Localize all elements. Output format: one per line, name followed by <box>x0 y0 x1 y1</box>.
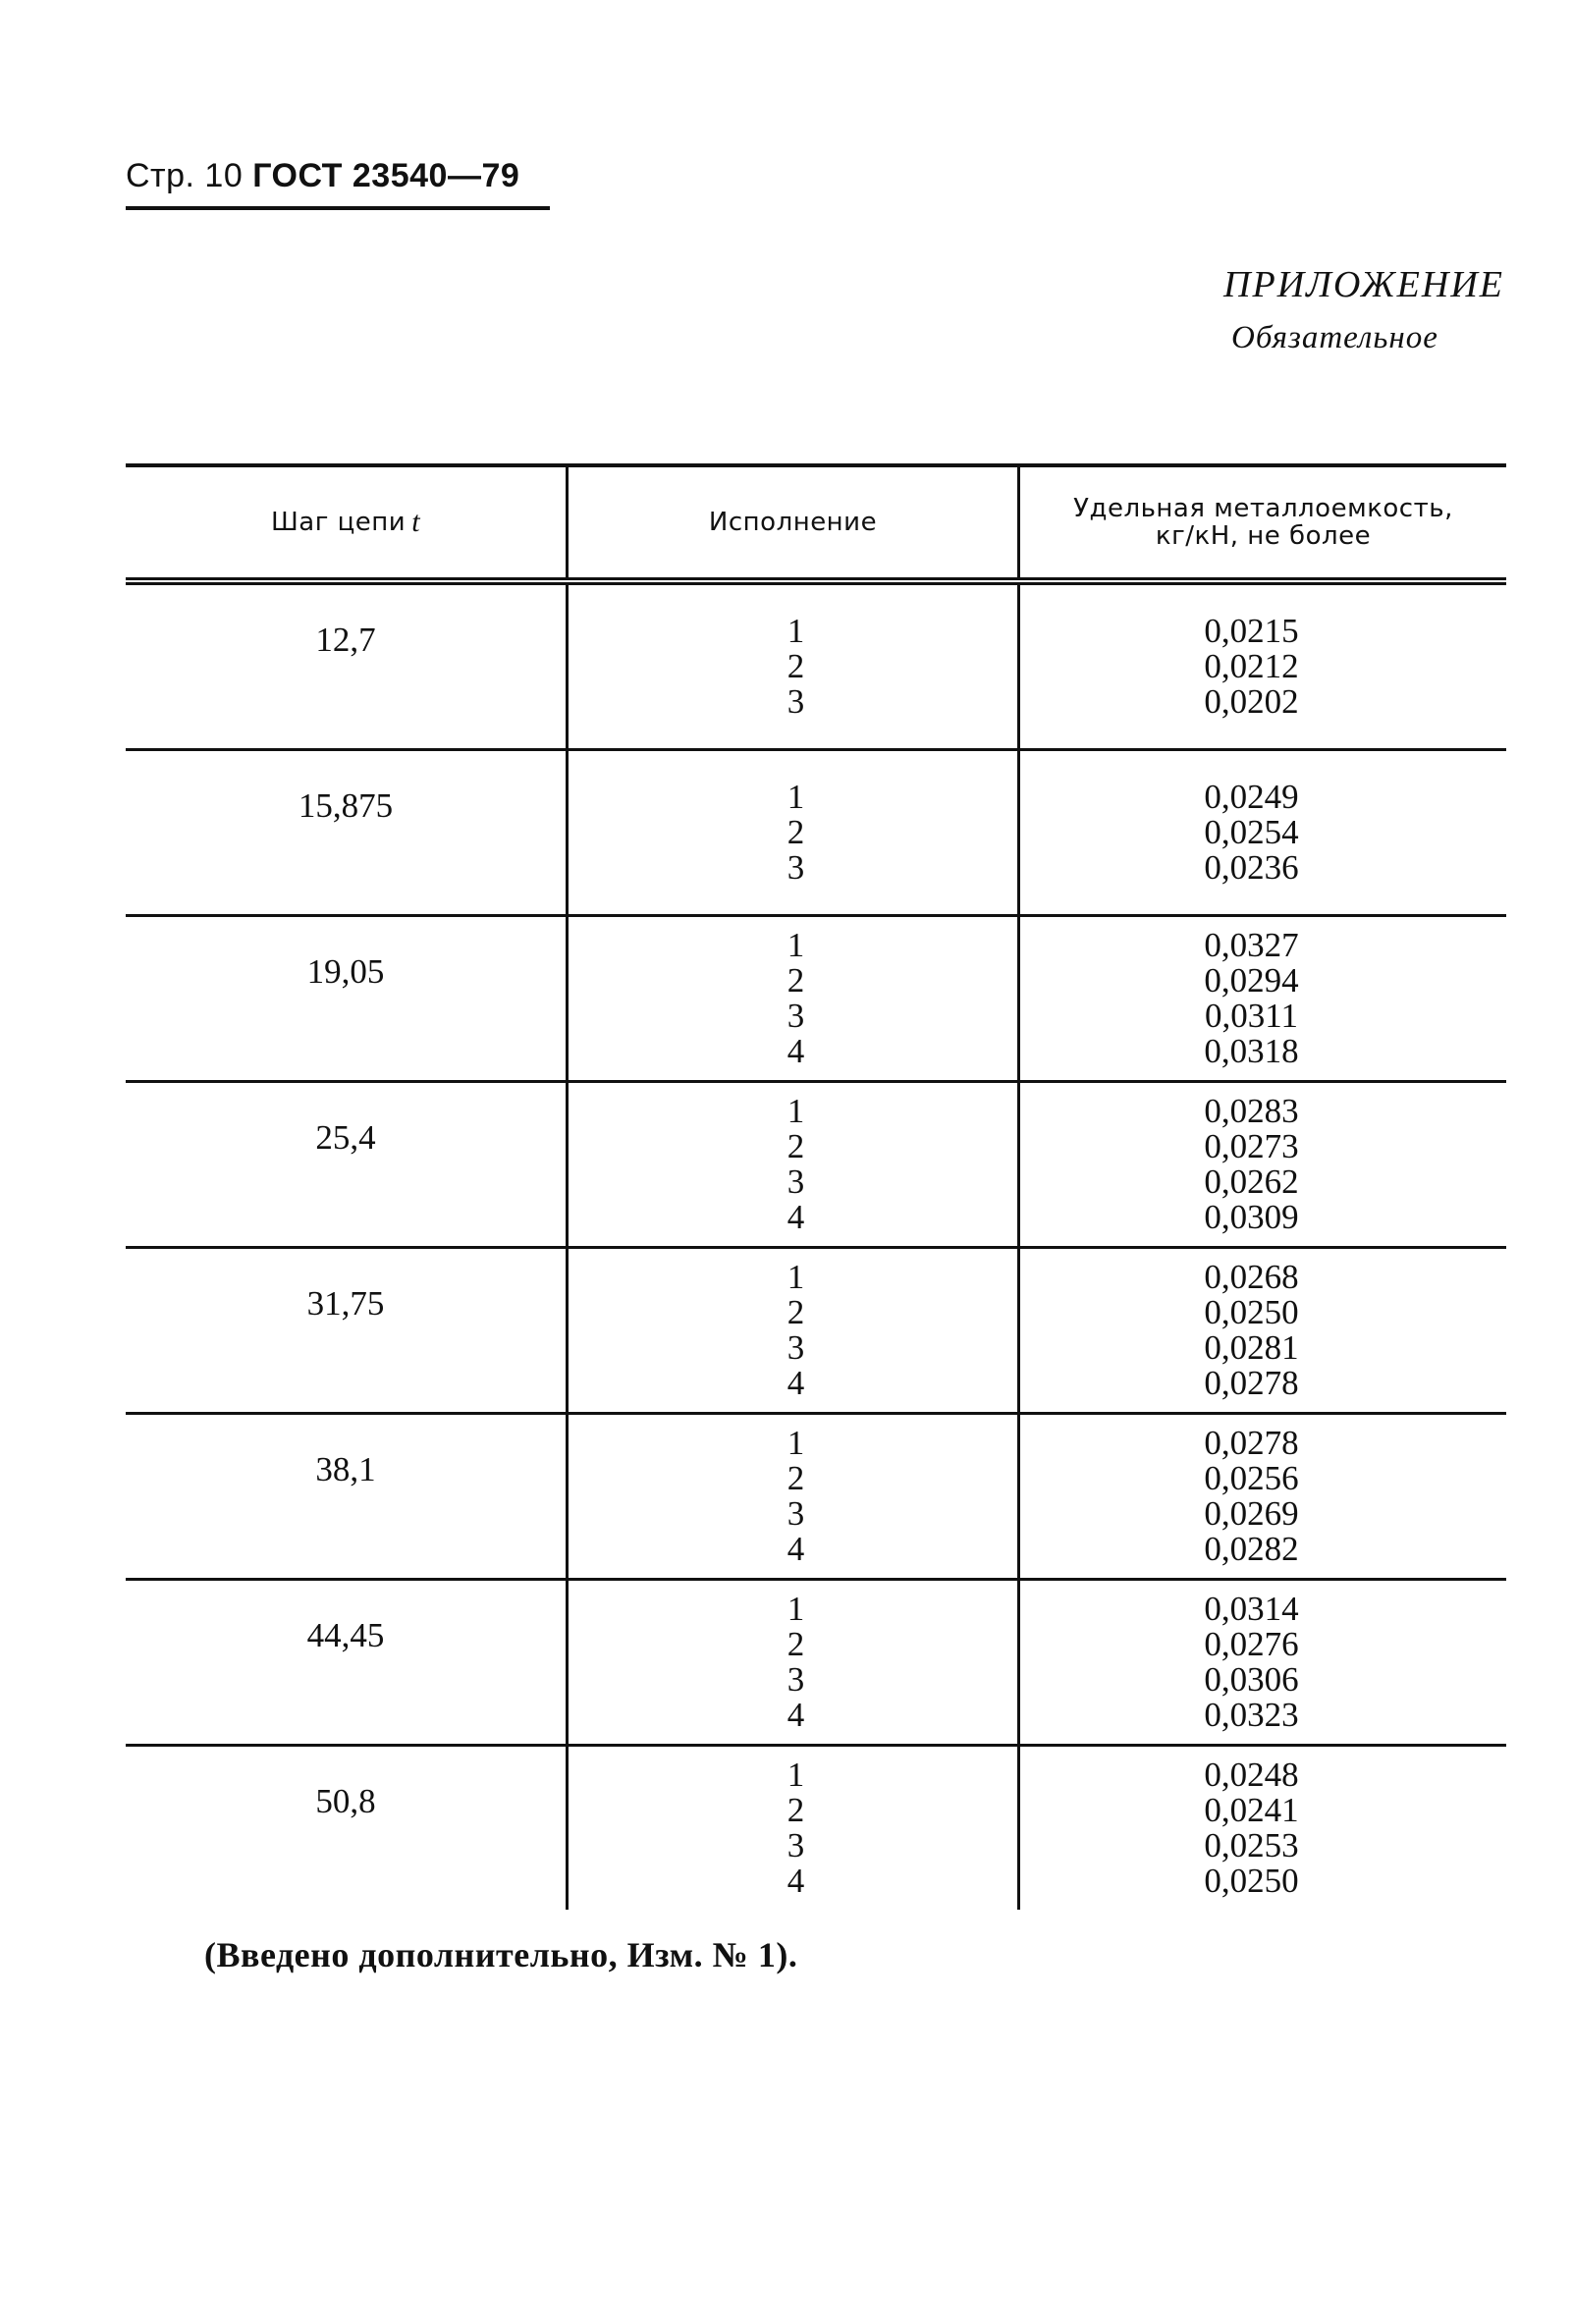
specific-value: 0,0202 <box>1204 682 1299 721</box>
specific-value: 0,0269 <box>1204 1494 1299 1533</box>
version-number: 1 <box>786 1092 805 1130</box>
pitch-value: 50,8 <box>315 1782 376 1820</box>
cell-specific <box>1017 751 1506 914</box>
pitch-value: 44,45 <box>306 1616 385 1654</box>
specific-value: 0,0281 <box>1204 1328 1299 1367</box>
cell-specific <box>1017 1083 1506 1246</box>
version-number: 2 <box>786 1293 805 1331</box>
cell-specific <box>1017 1249 1506 1412</box>
specific-value: 0,0278 <box>1204 1424 1299 1462</box>
specific-value: 0,0306 <box>1204 1660 1299 1699</box>
header-pitch-symbol: t <box>411 506 421 538</box>
cell-pitch <box>126 1083 566 1246</box>
cell-version <box>566 1581 1017 1744</box>
cell-pitch <box>126 1581 566 1744</box>
data-table <box>126 463 1506 1910</box>
standard-code: ГОСТ 23540—79 <box>252 157 520 194</box>
version-number: 3 <box>786 1826 805 1865</box>
cell-pitch <box>126 1747 566 1910</box>
version-number: 1 <box>786 926 805 964</box>
cell-pitch <box>126 751 566 914</box>
specific-value: 0,0327 <box>1204 926 1299 964</box>
specific-value: 0,0248 <box>1204 1756 1299 1794</box>
cell-version <box>566 1083 1017 1246</box>
version-number: 1 <box>786 778 805 816</box>
cell-version <box>566 1747 1017 1910</box>
specific-value: 0,0314 <box>1204 1590 1299 1628</box>
version-number: 2 <box>786 1127 805 1165</box>
pitch-value: 19,05 <box>306 952 385 991</box>
cell-specific <box>1017 917 1506 1080</box>
table-row <box>126 1083 1506 1246</box>
cell-version <box>566 585 1017 748</box>
specific-value: 0,0262 <box>1204 1162 1299 1201</box>
version-number: 4 <box>786 1198 805 1236</box>
cell-version <box>566 751 1017 914</box>
cell-pitch <box>126 1249 566 1412</box>
cell-specific <box>1017 585 1506 748</box>
appendix-subtitle: Обязательное <box>1231 320 1438 355</box>
specific-value: 0,0249 <box>1204 778 1299 816</box>
page-number: Стр. 10 <box>126 157 244 194</box>
specific-value: 0,0294 <box>1204 961 1299 1000</box>
specific-value: 0,0323 <box>1204 1696 1299 1734</box>
specific-value: 0,0282 <box>1204 1530 1299 1568</box>
header-rule <box>126 206 550 210</box>
header-version <box>566 467 1017 577</box>
table-row <box>126 1747 1506 1910</box>
version-number: 2 <box>786 1459 805 1497</box>
header-pitch <box>126 467 566 577</box>
version-number: 3 <box>786 1162 805 1201</box>
version-number: 2 <box>786 1625 805 1663</box>
table-row <box>126 585 1506 748</box>
appendix-title: ПРИЛОЖЕНИЕ <box>1223 264 1504 305</box>
table-header-rule <box>126 577 1506 585</box>
pitch-value: 15,875 <box>298 786 394 825</box>
version-number: 2 <box>786 961 805 1000</box>
version-number: 4 <box>786 1032 805 1070</box>
version-number: 2 <box>786 813 805 851</box>
table-row <box>126 1249 1506 1412</box>
pitch-value: 38,1 <box>315 1450 376 1488</box>
footer-note: (Введено дополнительно, Изм. № 1). <box>204 1935 798 1974</box>
cell-specific <box>1017 1581 1506 1744</box>
cell-pitch <box>126 917 566 1080</box>
cell-version <box>566 1415 1017 1578</box>
specific-value: 0,0254 <box>1204 813 1299 851</box>
pitch-value: 25,4 <box>315 1118 376 1157</box>
version-number: 2 <box>786 1791 805 1829</box>
specific-value: 0,0309 <box>1204 1198 1299 1236</box>
version-number: 4 <box>786 1364 805 1402</box>
version-number: 4 <box>786 1530 805 1568</box>
version-number: 1 <box>786 1756 805 1794</box>
table-row <box>126 751 1506 914</box>
version-number: 3 <box>786 848 805 887</box>
table-row <box>126 917 1506 1080</box>
table-body <box>126 585 1506 1910</box>
cell-version <box>566 917 1017 1080</box>
version-number: 1 <box>786 1424 805 1462</box>
specific-value: 0,0250 <box>1204 1862 1299 1900</box>
header-specific-line1: Удельная металлоемкость, <box>1073 494 1453 523</box>
specific-value: 0,0268 <box>1204 1258 1299 1296</box>
table-header-row <box>126 467 1506 577</box>
cell-specific <box>1017 1415 1506 1578</box>
pitch-value: 31,75 <box>306 1284 385 1323</box>
specific-value: 0,0250 <box>1204 1293 1299 1331</box>
version-number: 4 <box>786 1862 805 1900</box>
cell-pitch <box>126 1415 566 1578</box>
version-number: 4 <box>786 1696 805 1734</box>
header-specific <box>1017 467 1506 577</box>
cell-version <box>566 1249 1017 1412</box>
specific-value: 0,0283 <box>1204 1092 1299 1130</box>
header-specific-line2: кг/кН, не более <box>1155 521 1372 551</box>
header-version-label: Исполнение <box>708 508 878 537</box>
version-number: 1 <box>786 1590 805 1628</box>
cell-pitch <box>126 585 566 748</box>
specific-value: 0,0311 <box>1205 997 1298 1035</box>
version-number: 2 <box>786 647 805 685</box>
cell-specific <box>1017 1747 1506 1910</box>
version-number: 3 <box>786 997 805 1035</box>
specific-value: 0,0276 <box>1204 1625 1299 1663</box>
page-header <box>126 157 519 195</box>
specific-value: 0,0273 <box>1204 1127 1299 1165</box>
version-number: 3 <box>786 682 805 721</box>
specific-value: 0,0253 <box>1204 1826 1299 1865</box>
specific-value: 0,0236 <box>1204 848 1299 887</box>
table-row <box>126 1581 1506 1744</box>
specific-value: 0,0212 <box>1204 647 1299 685</box>
version-number: 1 <box>786 1258 805 1296</box>
version-number: 3 <box>786 1494 805 1533</box>
specific-value: 0,0241 <box>1204 1791 1299 1829</box>
specific-value: 0,0256 <box>1204 1459 1299 1497</box>
version-number: 1 <box>786 612 805 650</box>
table-row <box>126 1415 1506 1578</box>
specific-value: 0,0318 <box>1204 1032 1299 1070</box>
specific-value: 0,0278 <box>1204 1364 1299 1402</box>
version-number: 3 <box>786 1328 805 1367</box>
version-number: 3 <box>786 1660 805 1699</box>
pitch-value: 12,7 <box>315 621 376 659</box>
specific-value: 0,0215 <box>1204 612 1299 650</box>
header-pitch-label: Шаг цепи <box>270 508 407 537</box>
